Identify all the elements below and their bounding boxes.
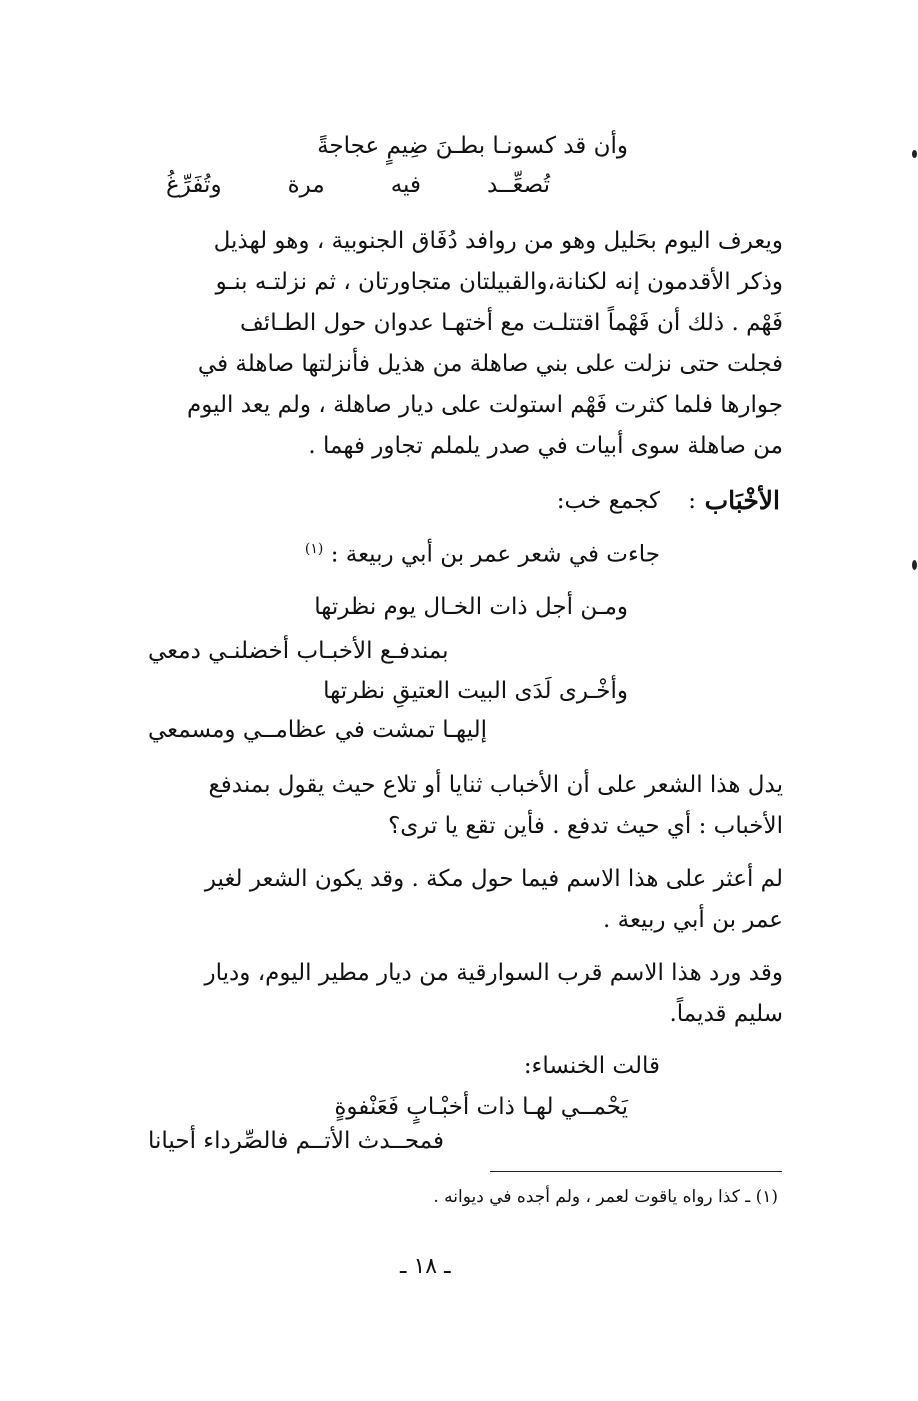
paragraph-line: وذكر الأقدمون إنه لكنانة،والقبيلتان متجاورتان ، ثم نزلتـه بنـو — [215, 269, 783, 295]
verse-1-first-hemistich: وأن قد كسونـا بطـنَ ضِيمٍ عجاجةً — [317, 133, 628, 159]
paragraph-line: الأخباب : أي حيث تدفع . فأين تقع يا ترى؟ — [388, 813, 783, 839]
paragraph-line: عمر بن أبي ربيعة . — [602, 907, 783, 933]
poem-hemistich: وأخْـرى لَدَى البيت العتيقِ نظرتها — [323, 678, 628, 704]
verse-word: مرة — [287, 172, 325, 198]
verse-word: تُصعِّــد — [487, 172, 550, 198]
verse-word: وتُفَرِّغُ — [166, 172, 222, 198]
paragraph-line: يدل هذا الشعر على أن الأخباب ثنايا أو تلاع حيث يقول بمندفع — [208, 772, 783, 798]
poem-hemistich: يَحْمــي لهـا ذات أخبْـابٍ فَعَنْفوةٍ — [334, 1094, 628, 1120]
entry-colon: : — [688, 488, 696, 514]
footnote-marker[interactable]: (١) — [304, 541, 324, 557]
paragraph-line: سليم قديماً. — [669, 1001, 783, 1027]
paragraph-line: وقد ورد هذا الاسم قرب السوارقية من ديار مطير اليوم، وديار — [204, 960, 783, 986]
khansa-intro: قالت الخنساء: — [523, 1053, 660, 1079]
footnote-separator — [490, 1171, 782, 1172]
poem-hemistich: بمندفـع الأخبـاب أخضلنـي دمعي — [148, 638, 449, 664]
poem-hemistich: إليهـا تمشت في عظامــي ومسمعي — [148, 717, 487, 743]
paragraph-line: من صاهلة سوى أبيات في صدر يلملم تجاور فهما . — [308, 433, 783, 459]
poem-hemistich: فمحــدث الأتــم فالصِّرداء أحيانا — [148, 1128, 445, 1154]
page-number: ـ ١٨ ـ — [400, 1254, 451, 1279]
intro-text: جاءت في شعر عمر بن أبي ربيعة : — [330, 541, 660, 568]
footnote-text: (١) ـ كذا رواه ياقوت لعمر ، ولم أجده في ديوانه . — [433, 1187, 778, 1207]
entry-term: الأخْبَاب — [704, 486, 780, 515]
poem-intro-line — [305, 541, 660, 569]
margin-mark — [912, 150, 917, 158]
margin-mark — [912, 560, 917, 570]
verse-1-second-hemistich — [166, 172, 550, 198]
verse-word: فيه — [390, 172, 421, 198]
paragraph-line: فجلت حتى نزلت على بني صاهلة من هذيل فأنزلتها صاهلة في — [197, 351, 783, 377]
poem-hemistich: ومـن أجل ذات الخـال يوم نظرتها — [314, 594, 628, 620]
entry-definition: كجمع خب: — [556, 488, 660, 514]
paragraph-line: لم أعثر على هذا الاسم فيما حول مكة . وقد يكون الشعر لغير — [204, 866, 783, 892]
paragraph-line: ويعرف اليوم بحَليل وهو من روافد دُفَاق الجنوبية ، وهو لهذيل — [213, 228, 783, 254]
paragraph-line: فَهْم . ذلك أن فَهْماً اقتتلـت مع أختهـا عدوان حول الطـائف — [239, 310, 783, 336]
paragraph-line: جوارها فلما كثرت فَهْم استولت على ديار صاهلة ، ولم يعد اليوم — [186, 392, 783, 418]
